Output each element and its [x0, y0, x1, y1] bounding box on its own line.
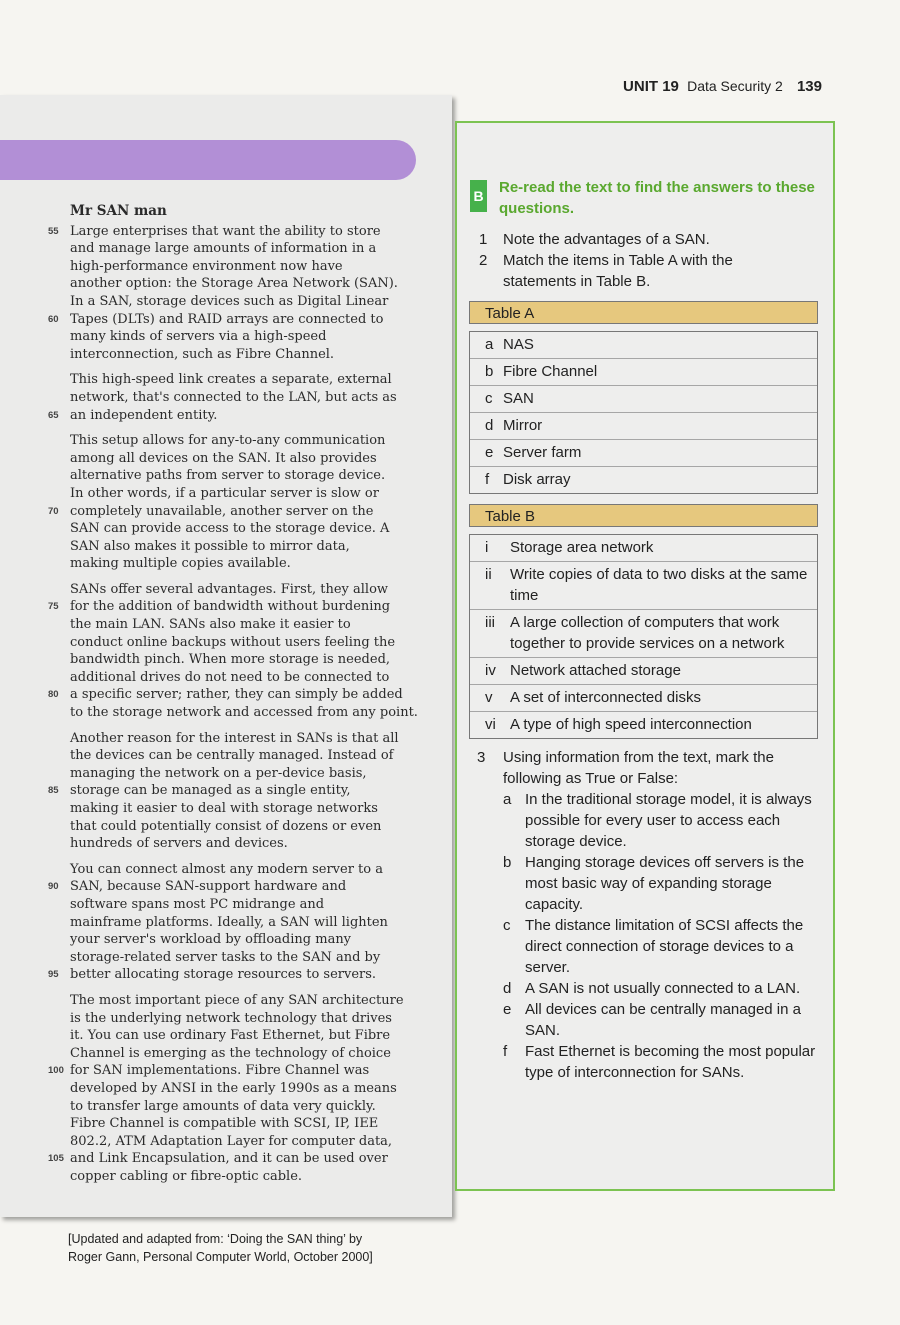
row-key: e [485, 444, 494, 461]
article-line [70, 651, 410, 669]
line-text: and Link Encapsulation, and it can be used over [70, 1151, 388, 1167]
article-line [70, 818, 410, 836]
question-text: Note the advantages of a SAN. [503, 231, 710, 248]
true-false-item [477, 999, 822, 1041]
article-line [48, 311, 410, 329]
section-letter-badge: B [470, 180, 487, 212]
line-text: high-performance environment now have [70, 258, 343, 274]
question-text: statements in Table B. [503, 273, 651, 290]
table-b [469, 534, 818, 739]
question-number: 3 [477, 749, 486, 766]
line-text: interconnection, such as Fibre Channel. [70, 346, 335, 362]
source-citation [68, 1230, 373, 1266]
row-value: NAS [503, 336, 534, 353]
line-number: 55 [48, 225, 59, 237]
line-text: an independent entity. [70, 407, 218, 423]
line-text: many kinds of servers via a high-speed [70, 329, 327, 345]
question-text: Match the items in Table A with the [503, 252, 733, 269]
article-paragraph [48, 861, 410, 984]
article-line [48, 686, 410, 704]
line-text: You can connect almost any modern server to a [70, 861, 383, 877]
line-text: the main LAN. SANs also make it easier to [70, 617, 351, 633]
article-line [70, 275, 410, 293]
article-paragraph [48, 432, 410, 573]
source-line: Roger Gann, Personal Computer World, October 2000] [68, 1250, 373, 1264]
article-line [70, 258, 410, 276]
line-text: and manage large amounts of information in a [70, 241, 377, 257]
table-row [470, 332, 817, 359]
row-value: Disk array [503, 471, 571, 488]
line-number: 105 [48, 1153, 64, 1165]
article-line [48, 966, 410, 984]
article-line [70, 931, 410, 949]
line-text: completely unavailable, another server on the [70, 503, 374, 519]
line-text: another option: the Storage Area Network (SAN). [70, 276, 398, 292]
article-line [70, 1098, 410, 1116]
article-line [70, 669, 410, 687]
table-row [470, 610, 817, 658]
line-text: hundreds of servers and devices. [70, 836, 288, 852]
line-text: This high-speed link creates a separate, external [70, 372, 392, 388]
article-line [70, 1027, 410, 1045]
table-a [469, 331, 818, 494]
line-text: mainframe platforms. Ideally, a SAN will lighten [70, 914, 388, 930]
line-text: is the underlying network technology that drives [70, 1010, 392, 1026]
article-line [70, 485, 410, 503]
line-text: The most important piece of any SAN architecture [70, 992, 404, 1008]
row-key: c [485, 390, 493, 407]
article-line [70, 1168, 410, 1186]
row-key: d [485, 417, 494, 434]
article-line [70, 1115, 410, 1133]
line-text: the devices can be centrally managed. Instead of [70, 748, 394, 764]
article-line [70, 616, 410, 634]
table-row [470, 386, 817, 413]
true-false-item [477, 1041, 822, 1083]
exercise-panel [455, 121, 835, 1191]
article-line [70, 747, 410, 765]
article-paragraph [48, 992, 410, 1186]
row-value: A type of high speed interconnection [510, 716, 752, 733]
row-value: Network attached storage [510, 662, 681, 679]
line-text: Another reason for the interest in SANs is that all [70, 730, 399, 746]
line-text: Channel is emerging as the technology of choice [70, 1045, 391, 1061]
article-line [48, 1150, 410, 1168]
table-row [470, 413, 817, 440]
row-value: A set of interconnected disks [510, 689, 701, 706]
unit-label: UNIT 19 [623, 78, 679, 95]
article-line [48, 782, 410, 800]
line-number: 75 [48, 601, 59, 613]
article-line [48, 223, 410, 241]
true-false-item [477, 789, 822, 852]
row-value: Fibre Channel [503, 363, 598, 380]
article-paragraph [48, 581, 418, 722]
line-text: conduct online backups without users feeling the [70, 634, 396, 650]
article-line [70, 861, 410, 879]
line-text: for SAN implementations. Fibre Channel was [70, 1063, 370, 1079]
table-row [470, 440, 817, 467]
line-text: that could potentially consist of dozens or even [70, 818, 382, 834]
article-line [48, 503, 410, 521]
row-value: Server farm [503, 444, 582, 461]
article-line [70, 1045, 410, 1063]
row-value: Storage area network [510, 539, 654, 556]
reading-banner [0, 140, 416, 180]
line-text: This setup allows for any-to-any communication [70, 433, 386, 449]
article-line [70, 240, 410, 258]
line-text: bandwidth pinch. When more storage is needed, [70, 652, 391, 668]
article-paragraph [48, 730, 410, 853]
question-number: 2 [479, 252, 488, 269]
article [48, 203, 418, 1193]
line-text: among all devices on the SAN. It also provides [70, 450, 377, 466]
table-row [470, 712, 817, 738]
line-text: copper cabling or fibre-optic cable. [70, 1168, 303, 1184]
table-row [470, 685, 817, 712]
table-row [470, 658, 817, 685]
item-letter: b [503, 854, 512, 871]
line-text: making it easier to deal with storage networks [70, 801, 378, 816]
article-line [70, 450, 410, 468]
article-line [48, 598, 410, 616]
line-number: 60 [48, 313, 59, 325]
item-letter: e [503, 1001, 512, 1018]
line-text: making multiple copies available. [70, 556, 291, 572]
article-line [48, 1062, 410, 1080]
row-key: a [485, 336, 494, 353]
article-line [70, 581, 410, 599]
article-line [70, 949, 410, 967]
line-text: network, that's connected to the LAN, but acts as [70, 389, 397, 405]
row-key: i [485, 539, 489, 556]
item-letter: f [503, 1043, 508, 1060]
table-row [470, 467, 817, 493]
item-statement: Hanging storage devices off servers is the most basic way of expanding storage capacity. [525, 854, 805, 913]
line-text: managing the network on a per-device basis, [70, 765, 367, 781]
item-statement: The distance limitation of SCSI affects the direct connection of storage devices to a server. [525, 917, 804, 976]
line-text: SANs offer several advantages. First, they allow [70, 581, 389, 597]
line-text: it. You can use ordinary Fast Ethernet, but Fibre [70, 1028, 391, 1044]
line-text: Tapes (DLTs) and RAID arrays are connected to [70, 311, 384, 327]
line-number: 100 [48, 1065, 64, 1077]
article-line [70, 538, 410, 556]
article-paragraph [48, 371, 410, 424]
line-text: SAN, because SAN-support hardware and [70, 879, 347, 895]
article-line [70, 730, 410, 748]
row-key: v [485, 689, 493, 706]
row-value: Mirror [503, 417, 543, 434]
item-statement: All devices can be centrally managed in a SAN. [525, 1001, 801, 1039]
line-text: storage-related server tasks to the SAN and by [70, 949, 381, 965]
article-title: Mr SAN man [70, 203, 167, 219]
source-line: [Updated and adapted from: ‘Doing the SAN thing’ by [68, 1232, 363, 1246]
article-line [70, 835, 410, 853]
table-b-header: Table B [469, 504, 818, 527]
article-paragraph [48, 223, 410, 364]
line-text: In a SAN, storage devices such as Digital Linear [70, 293, 389, 309]
line-text: storage can be managed as a single entity, [70, 783, 351, 799]
line-number: 80 [48, 689, 59, 701]
line-text: Large enterprises that want the ability to store [70, 223, 381, 239]
article-line [70, 765, 410, 783]
article-line [70, 328, 410, 346]
line-text: for the addition of bandwidth without burdening [70, 599, 391, 615]
row-key: iv [485, 662, 496, 679]
table-a-header: Table A [469, 301, 818, 324]
line-text: additional drives do not need to be connected to [70, 669, 390, 685]
line-number: 65 [48, 409, 59, 421]
article-line [70, 346, 410, 364]
line-text: your server's workload by offloading many [70, 932, 352, 948]
table-row [470, 535, 817, 562]
row-value: A large collection of computers that work together to provide services on a network [510, 614, 785, 652]
line-text: Fibre Channel is compatible with SCSI, IP, IEE [70, 1116, 379, 1132]
section-instruction: Re-read the text to find the answers to these questions. [499, 179, 815, 217]
page-header [623, 78, 822, 95]
table-row [470, 359, 817, 386]
line-number: 90 [48, 881, 59, 893]
item-letter: d [503, 980, 512, 997]
question-text: Using information from the text, mark the following as True or False: [503, 749, 774, 787]
line-text: In other words, if a particular server is slow or [70, 485, 379, 501]
true-false-item [477, 915, 822, 978]
item-letter: c [503, 917, 511, 934]
line-text: better allocating storage resources to servers. [70, 967, 377, 983]
page-number: 139 [796, 78, 822, 95]
table-row [470, 562, 817, 610]
row-key: b [485, 363, 494, 380]
row-key: iii [485, 614, 495, 631]
line-text: software spans most PC midrange and [70, 896, 325, 912]
row-key: f [485, 471, 490, 488]
line-text: developed by ANSI in the early 1990s as a means [70, 1080, 397, 1096]
line-number: 95 [48, 969, 59, 981]
article-line [70, 896, 410, 914]
item-statement: Fast Ethernet is becoming the most popular type of interconnection for SANs. [525, 1043, 816, 1081]
article-line [48, 878, 410, 896]
line-text: SAN also makes it possible to mirror data, [70, 538, 350, 554]
article-line [70, 293, 410, 311]
row-key: ii [485, 566, 492, 583]
line-text: alternative paths from server to storage device. [70, 468, 386, 484]
unit-subtitle: Data Security 2 [687, 78, 783, 94]
true-false-item [477, 978, 822, 999]
row-value: SAN [503, 390, 534, 407]
line-number: 70 [48, 505, 59, 517]
article-line [70, 1133, 410, 1151]
article-line [70, 555, 410, 573]
item-letter: a [503, 791, 512, 808]
item-statement: In the traditional storage model, it is always possible for every user to access each storage device. [525, 791, 812, 850]
article-line [70, 992, 410, 1010]
line-text: to the storage network and accessed from any point. [70, 705, 418, 721]
line-text: to transfer large amounts of data very quickly. [70, 1098, 376, 1114]
question-3 [477, 747, 822, 1083]
line-text: SAN can provide access to the storage device. A [70, 521, 390, 537]
article-line [70, 800, 410, 818]
article-line [70, 432, 410, 450]
line-text: 802.2, ATM Adaptation Layer for computer data, [70, 1133, 393, 1149]
true-false-item [477, 852, 822, 915]
line-text: a specific server; rather, they can simply be added [70, 687, 403, 703]
item-statement: A SAN is not usually connected to a LAN. [525, 980, 801, 997]
line-number: 85 [48, 785, 59, 797]
article-line [70, 914, 410, 932]
article-line [70, 704, 418, 722]
article-line [70, 634, 410, 652]
article-line [70, 467, 410, 485]
article-line [70, 1080, 410, 1098]
question-number: 1 [479, 231, 488, 248]
article-line [70, 520, 410, 538]
article-line [70, 371, 410, 389]
article-line [70, 389, 410, 407]
row-key: vi [485, 716, 496, 733]
article-line [48, 407, 410, 425]
row-value: Write copies of data to two disks at the same time [510, 566, 808, 604]
article-line [70, 1010, 410, 1028]
